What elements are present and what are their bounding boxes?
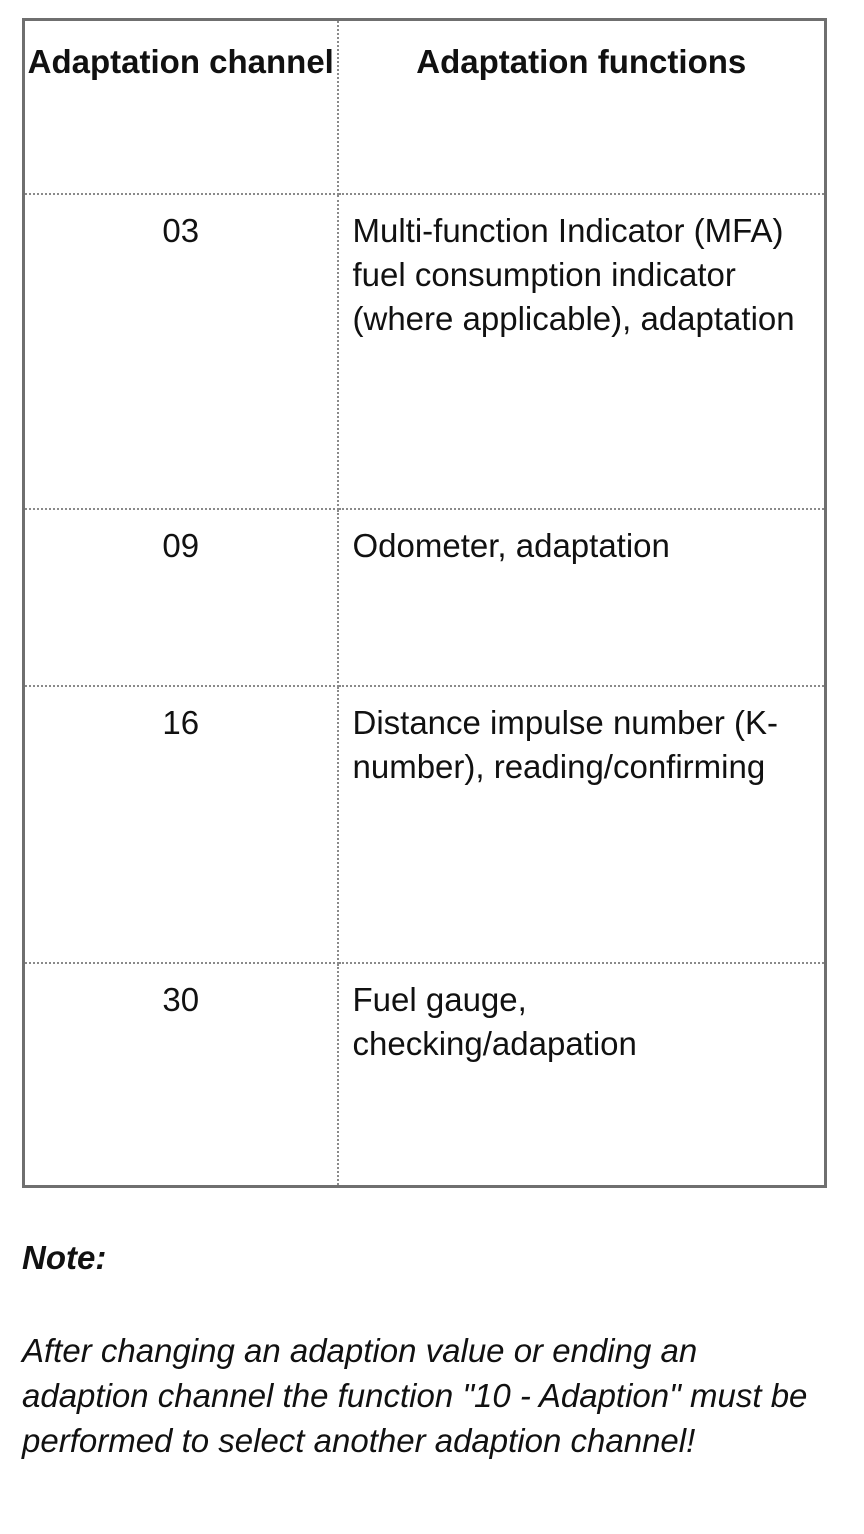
note-text: After changing an adaption value or ending an adaption channel the function "10 - Adaption" must be performed to select another adaption channel! xyxy=(22,1332,808,1459)
header-adaptation-channel: Adaptation channel xyxy=(24,20,338,194)
table-row xyxy=(24,194,826,509)
channel-cell: 09 xyxy=(24,509,338,686)
channel-cell: 03 xyxy=(24,194,338,509)
adaptation-table xyxy=(22,18,827,1188)
table-row xyxy=(24,963,826,1187)
function-cell: Distance impulse number (K-number), reading/confirming xyxy=(338,686,826,963)
channel-cell: 16 xyxy=(24,686,338,963)
function-cell: Odometer, adaptation xyxy=(338,509,826,686)
table-header-row xyxy=(24,20,826,194)
channel-cell: 30 xyxy=(24,963,338,1187)
function-cell: Multi-function Indicator (MFA) fuel consumption indicator (where applicable), adaptation xyxy=(338,194,826,509)
table-row xyxy=(24,509,826,686)
header-adaptation-functions: Adaptation functions xyxy=(338,20,826,194)
table-row xyxy=(24,686,826,963)
note-heading: Note: xyxy=(22,1239,107,1276)
function-cell: Fuel gauge, checking/adapation xyxy=(338,963,826,1187)
